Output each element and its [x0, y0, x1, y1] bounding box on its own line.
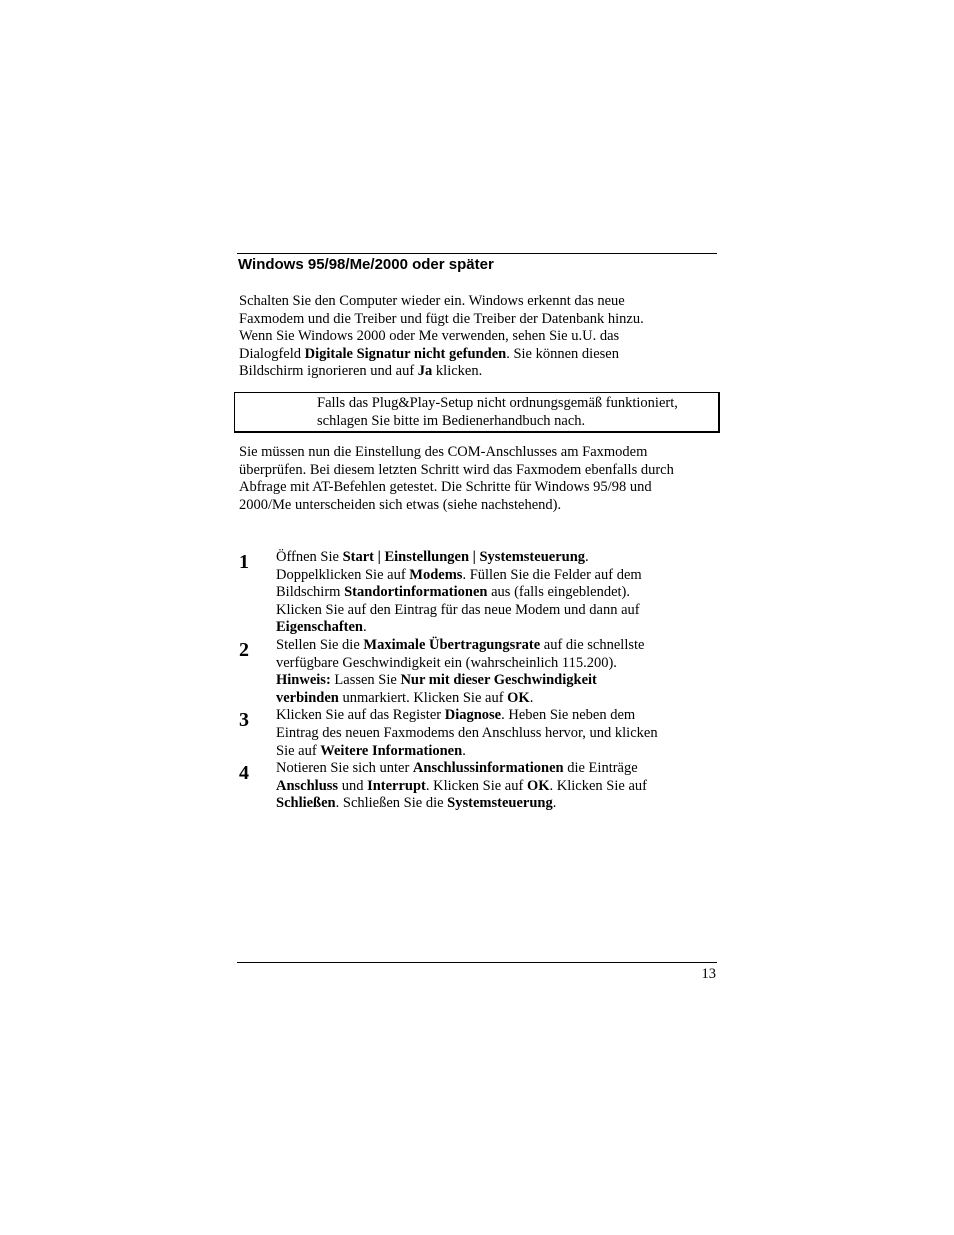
intro-text: Dialogfeld: [239, 345, 305, 362]
dialog-name: Digitale Signatur nicht gefunden: [304, 345, 507, 362]
step-2-line-4: [276, 690, 709, 708]
ui-term: Diagnose: [444, 707, 502, 724]
intro-text: klicken.: [432, 363, 483, 380]
ui-term: Anschluss: [276, 777, 339, 794]
step-text: .: [529, 689, 534, 706]
step-4-line-2: [276, 778, 709, 796]
step-number: 4: [239, 762, 249, 785]
steps-list: [239, 549, 709, 813]
step-text: Klicken Sie auf das Register: [276, 707, 445, 724]
step-text: aus (falls eingeblendet).: [487, 584, 631, 601]
intro-line-3: Wenn Sie Windows 2000 oder Me verwenden, sehen Sie u.U. das: [239, 328, 620, 345]
step-3-line-3: [276, 743, 709, 761]
step-1: [239, 549, 709, 637]
step-text: Notieren Sie sich unter: [276, 760, 413, 777]
hint-label: Hinweis:: [276, 672, 331, 689]
step-text: . Füllen Sie die Felder auf dem: [462, 566, 642, 583]
page-number: 13: [701, 966, 716, 982]
para2-line-1: Sie müssen nun die Einstellung des COM-Anschlusses am Faxmodem: [239, 444, 648, 460]
ui-term: Nur mit dieser Geschwindigkeit: [400, 672, 597, 689]
step-number: 3: [239, 709, 249, 732]
intro-paragraph: [239, 293, 719, 381]
step-3-line-1: [276, 707, 709, 725]
step-text: Sie auf: [276, 742, 321, 759]
intro-line-1: Schalten Sie den Computer wieder ein. Windows erkennt das neue: [239, 293, 625, 309]
step-1-line-2: [276, 567, 709, 585]
step-3: [239, 707, 709, 760]
step-1-line-1: [276, 549, 709, 567]
step-text: .: [462, 742, 466, 759]
note-box: [234, 392, 720, 433]
button-name-close: Schließen: [276, 795, 336, 812]
note-text: [317, 395, 715, 430]
button-name-ok: OK: [507, 689, 530, 706]
intro-text: . Sie können diesen: [506, 345, 619, 362]
step-2-line-1: [276, 637, 709, 655]
step-text: . Klicken Sie auf: [425, 777, 527, 794]
ui-term: Maximale Übertragungsrate: [363, 636, 541, 653]
step-2: [239, 637, 709, 707]
step-text: . Heben Sie neben dem: [501, 707, 636, 724]
step-4-line-3: [276, 795, 709, 813]
step-text: .: [363, 619, 367, 636]
step-text: Bildschirm: [276, 584, 345, 601]
ui-term: Interrupt: [367, 777, 426, 794]
intro-line-5: [239, 363, 719, 381]
step-text: auf die schnellste: [540, 636, 645, 653]
ui-term: Eigenschaften: [276, 619, 363, 636]
intro-line-4: [239, 346, 719, 364]
ui-term: Systemsteuerung: [447, 795, 553, 812]
intro-line-2: Faxmodem und die Treiber und fügt die Treiber der Datenbank hinzu.: [239, 310, 644, 327]
ui-term: Anschlussinformationen: [412, 760, 564, 777]
step-2-line-3: [276, 672, 709, 690]
menu-path: Start | Einstellungen | Systemsteuerung: [342, 549, 586, 565]
step-text: .: [585, 549, 589, 565]
note-line-2: schlagen Sie bitte im Bedienerhandbuch nach.: [317, 412, 586, 429]
step-1-line-5: [276, 619, 709, 637]
step-text: Öffnen Sie: [276, 549, 343, 565]
ui-term: Standortinformationen: [344, 584, 488, 601]
ui-term: Weitere Informationen: [320, 742, 463, 759]
ui-term: Modems: [409, 566, 463, 583]
step-1-line-4: Klicken Sie auf den Eintrag für das neue Modem und dann auf: [276, 601, 640, 618]
para2-line-2: überprüfen. Bei diesem letzten Schritt wird das Faxmodem ebenfalls durch: [239, 461, 674, 478]
step-text: . Klicken Sie auf: [549, 777, 647, 794]
step-text: und: [338, 777, 368, 794]
note-line-1: Falls das Plug&Play-Setup nicht ordnungsgemäß funktioniert,: [317, 395, 678, 411]
intro-text: Bildschirm ignorieren und auf: [239, 363, 418, 380]
step-text: Doppelklicken Sie auf: [276, 566, 410, 583]
step-text: Lassen Sie: [330, 672, 401, 689]
step-2-line-2: verfügbare Geschwindigkeit ein (wahrscheinlich 115.200).: [276, 654, 617, 671]
com-port-paragraph: [239, 444, 719, 514]
step-text: . Schließen Sie die: [335, 795, 448, 812]
step-text: .: [552, 795, 557, 812]
step-4: [239, 760, 709, 813]
step-4-line-1: [276, 760, 709, 778]
para2-line-3: Abfrage mit AT-Befehlen getestet. Die Schritte für Windows 95/98 und: [239, 479, 652, 496]
header-rule: [237, 253, 717, 254]
section-title: Windows 95/98/Me/2000 oder später: [238, 256, 494, 273]
step-3-line-2: Eintrag des neuen Faxmodems den Anschluss hervor, und klicken: [276, 724, 658, 741]
step-text: Stellen Sie die: [276, 636, 364, 653]
step-number: 2: [239, 638, 249, 661]
ui-term: verbinden: [276, 689, 339, 706]
para2-line-4: 2000/Me unterscheiden sich etwas (siehe nachstehend).: [239, 496, 562, 513]
step-text: die Einträge: [563, 760, 638, 777]
footer-rule: [237, 962, 717, 963]
step-1-line-3: [276, 584, 709, 602]
step-number: 1: [239, 551, 249, 573]
button-name-ok: OK: [526, 777, 550, 794]
button-name-ja: Ja: [417, 363, 433, 380]
step-text: unmarkiert. Klicken Sie auf: [338, 689, 508, 706]
